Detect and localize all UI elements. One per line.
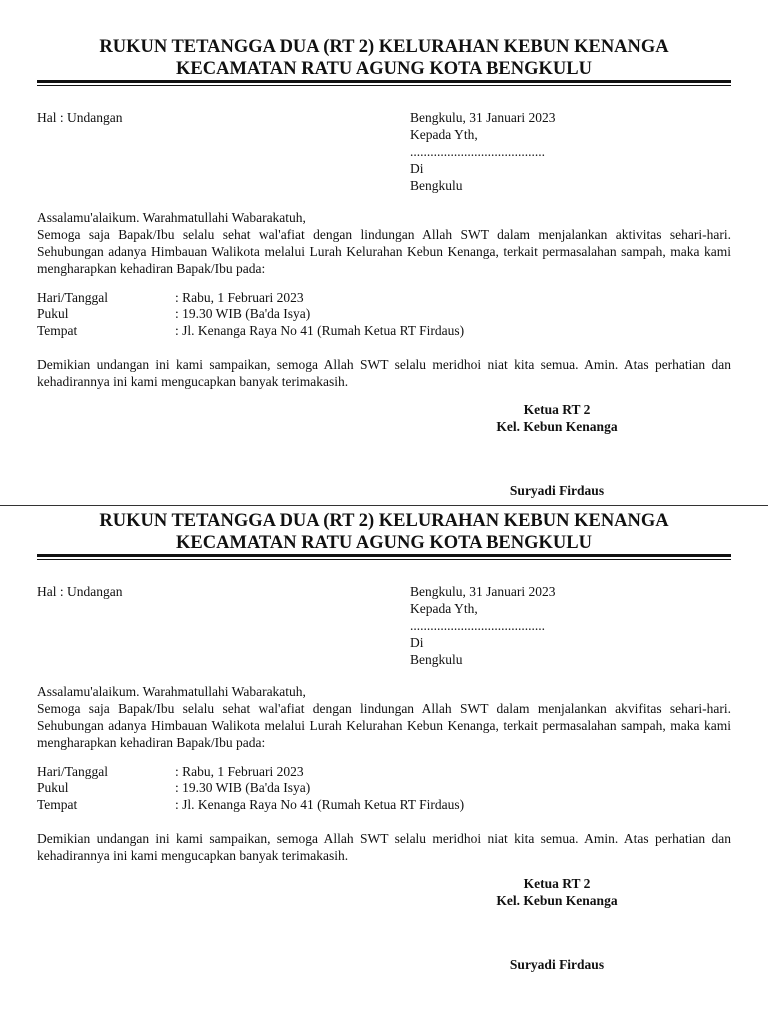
detail-value-time: : 19.30 WIB (Ba'da Isya) [175, 306, 311, 321]
detail-label-place: Tempat [37, 797, 78, 812]
recipient-heading: Kepada Yth, [410, 127, 478, 142]
detail-value-date: : Rabu, 1 Februari 2023 [175, 764, 304, 779]
detail-value-time: : 19.30 WIB (Ba'da Isya) [175, 780, 311, 795]
recipient-dots: ........................................ [410, 618, 545, 633]
detail-label-date: Hari/Tanggal [37, 764, 109, 779]
closing-paragraph: Demikian undangan ini kami sampaikan, semoga Allah SWT selalu meridhoi niat kita semua. Amin. Atas perhatian dan kehadirannya ini kami mengucapkan banyak terimakasih. [37, 831, 731, 863]
body-paragraph: Semoga saja Bapak/Ibu selalu sehat wal'afiat dengan lindungan Allah SWT dalam menjalankan aktivitas sehari-hari. Sehubungan adanya Himbauan Walikota melalui Lurah Kelurahan Kebun Kenanga, terkait permasalahan sampah, maka kami mengharapkan kehadiran Bapak/Ibu pada: [37, 227, 731, 276]
letterhead-rule-thick [37, 80, 731, 83]
letter-date: Bengkulu, 31 Januari 2023 [410, 584, 556, 599]
signature-title: Ketua RT 2 [523, 876, 591, 891]
letterhead-rule-thin [37, 85, 731, 86]
recipient-dots: ........................................ [410, 144, 545, 159]
letterhead-rule-thick [37, 554, 731, 557]
recipient-city: Bengkulu [410, 178, 463, 193]
recipient-city: Bengkulu [410, 652, 463, 667]
letter-top [0, 0, 768, 500]
detail-label-date: Hari/Tanggal [37, 290, 109, 305]
letterhead-title-line2: KECAMATAN RATU AGUNG KOTA BENGKULU [176, 533, 592, 553]
recipient-di: Di [410, 635, 424, 650]
letterhead-rule-thin [37, 559, 731, 560]
signature-name: Suryadi Firdaus [509, 483, 605, 498]
detail-value-place: : Jl. Kenanga Raya No 41 (Rumah Ketua RT Firdaus) [175, 323, 465, 338]
recipient-di: Di [410, 161, 424, 176]
closing-paragraph: Demikian undangan ini kami sampaikan, semoga Allah SWT selalu meridhoi niat kita semua. Amin. Atas perhatian dan kehadirannya ini kami mengucapkan banyak terimakasih. [37, 357, 731, 389]
letterhead-title-line2: KECAMATAN RATU AGUNG KOTA BENGKULU [176, 59, 592, 79]
detail-value-place: : Jl. Kenanga Raya No 41 (Rumah Ketua RT Firdaus) [175, 797, 465, 812]
detail-label-time: Pukul [37, 780, 69, 795]
greeting: Assalamu'alaikum. Warahmatullahi Wabarakatuh, [37, 210, 306, 225]
letterhead-title-line1: RUKUN TETANGGA DUA (RT 2) KELURAHAN KEBUN KENANGA [99, 511, 669, 531]
letterhead-title-line1: RUKUN TETANGGA DUA (RT 2) KELURAHAN KEBUN KENANGA [99, 37, 669, 57]
letter-date: Bengkulu, 31 Januari 2023 [410, 110, 556, 125]
subject-line: Hal : Undangan [37, 584, 123, 599]
signature-org: Kel. Kebun Kenanga [496, 893, 618, 908]
subject-line: Hal : Undangan [37, 110, 123, 125]
detail-value-date: : Rabu, 1 Februari 2023 [175, 290, 304, 305]
signature-title: Ketua RT 2 [523, 402, 591, 417]
recipient-heading: Kepada Yth, [410, 601, 478, 616]
signature-org: Kel. Kebun Kenanga [496, 419, 618, 434]
detail-label-place: Tempat [37, 323, 78, 338]
detail-label-time: Pukul [37, 306, 69, 321]
signature-name: Suryadi Firdaus [509, 957, 605, 972]
greeting: Assalamu'alaikum. Warahmatullahi Wabarakatuh, [37, 684, 306, 699]
letter-bottom [0, 474, 768, 974]
body-paragraph: Semoga saja Bapak/Ibu selalu sehat wal'afiat dengan lindungan Allah SWT dalam menjalankan akvifitas sehari-hari. Sehubungan adanya Himbauan Walikota melalui Lurah Kelurahan Kebun Kenanga, terkait permasalahan sampah, maka kami mengharapkan kehadiran Bapak/Ibu pada: [37, 701, 731, 750]
